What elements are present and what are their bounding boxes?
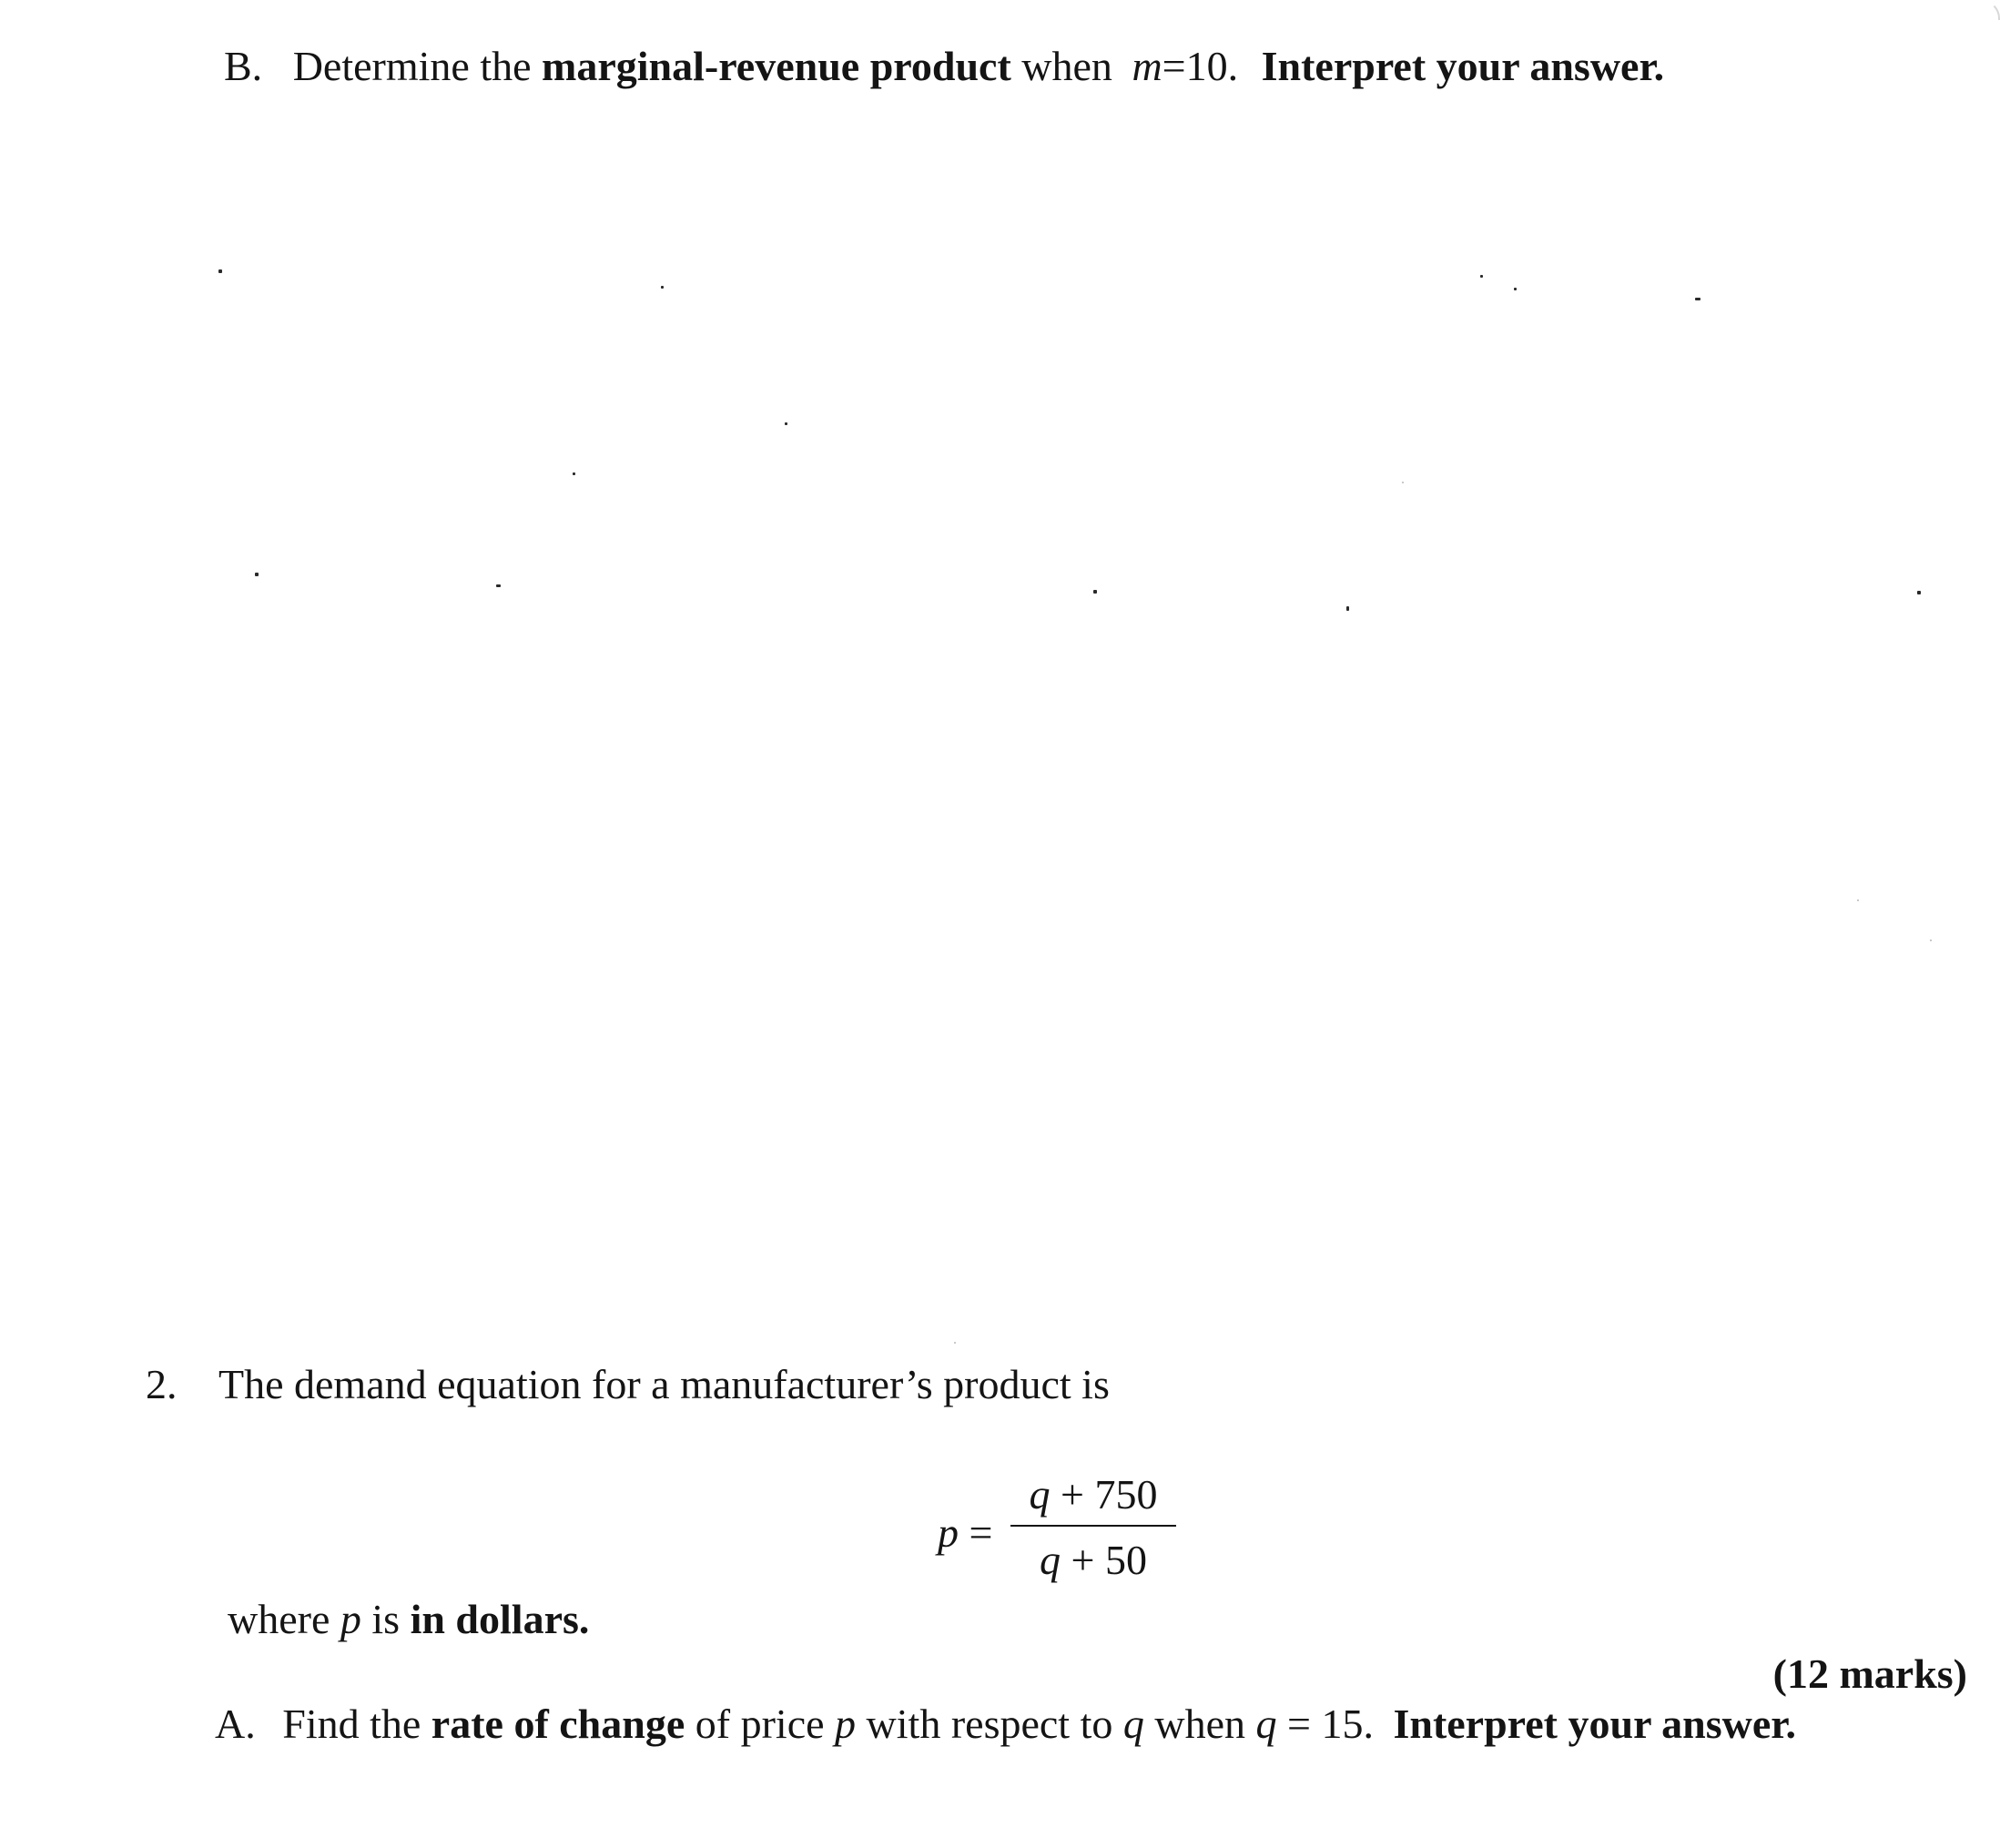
speck — [954, 1342, 956, 1344]
speck — [785, 422, 787, 425]
speck — [1917, 591, 1921, 594]
equation-var-p: p — [938, 1509, 959, 1556]
speck — [1857, 899, 1859, 901]
numerator-rest: + 750 — [1061, 1471, 1158, 1518]
question-2-text: The demand equation for a manufacturer’s product is — [218, 1361, 1110, 1407]
where-clause — [228, 1596, 590, 1642]
part-a-text-respect: with respect to — [866, 1701, 1113, 1747]
speck — [661, 286, 664, 289]
speck — [573, 472, 575, 475]
speck — [496, 584, 501, 587]
speck — [1480, 275, 1483, 278]
part-a-var-q: q — [1122, 1701, 1144, 1747]
part-b-variable-m: m — [1132, 43, 1162, 89]
speck — [1402, 482, 1404, 483]
question-2-number: 2. — [146, 1361, 178, 1407]
speck — [255, 573, 259, 576]
part-a-var-q-2: q — [1255, 1701, 1277, 1747]
part-a-text-price: of price — [695, 1701, 825, 1747]
part-b-text-when: when — [1021, 43, 1112, 89]
part-a-interpret: Interpret your answer. — [1393, 1701, 1796, 1747]
denominator-rest: + 50 — [1071, 1537, 1147, 1583]
question-2 — [146, 1361, 1110, 1407]
equation-denominator — [1010, 1536, 1176, 1584]
equation-lhs — [938, 1508, 992, 1557]
where-var-p: p — [340, 1596, 361, 1642]
speck — [218, 269, 222, 273]
part-a-text-find: Find the — [282, 1701, 421, 1747]
equation-numerator — [1010, 1470, 1176, 1518]
part-b-equals-value: =10. — [1162, 43, 1239, 89]
part-b-text: Determine the — [292, 43, 532, 89]
part-b-label: B. — [224, 43, 263, 89]
where-is: is — [371, 1596, 401, 1642]
page-corner-curl — [1980, 0, 2000, 20]
part-a-label: A. — [215, 1701, 256, 1747]
numerator-var-q: q — [1029, 1471, 1051, 1518]
denominator-var-q: q — [1040, 1537, 1061, 1583]
part-a-question — [215, 1703, 1796, 1745]
part-a-equals-value: = 15. — [1287, 1701, 1374, 1747]
speck — [1514, 288, 1517, 290]
marks-label: (12 marks) — [1772, 1650, 1967, 1697]
fraction-bar — [1010, 1525, 1176, 1527]
part-b-interpret: Interpret your answer. — [1261, 43, 1665, 89]
where-text: where — [228, 1596, 330, 1642]
part-a-var-p: p — [835, 1701, 857, 1747]
speck — [1346, 606, 1349, 611]
speck — [1093, 590, 1097, 594]
speck — [1930, 939, 1932, 941]
part-a-bold-term: rate of change — [431, 1701, 685, 1747]
part-a-text-when: when — [1154, 1701, 1245, 1747]
speck — [1695, 298, 1701, 300]
equation-equals: = — [969, 1509, 993, 1556]
part-b-bold-term: marginal-revenue product — [542, 43, 1011, 89]
where-in-dollars: in dollars. — [410, 1596, 590, 1642]
part-b-question — [224, 43, 1665, 89]
